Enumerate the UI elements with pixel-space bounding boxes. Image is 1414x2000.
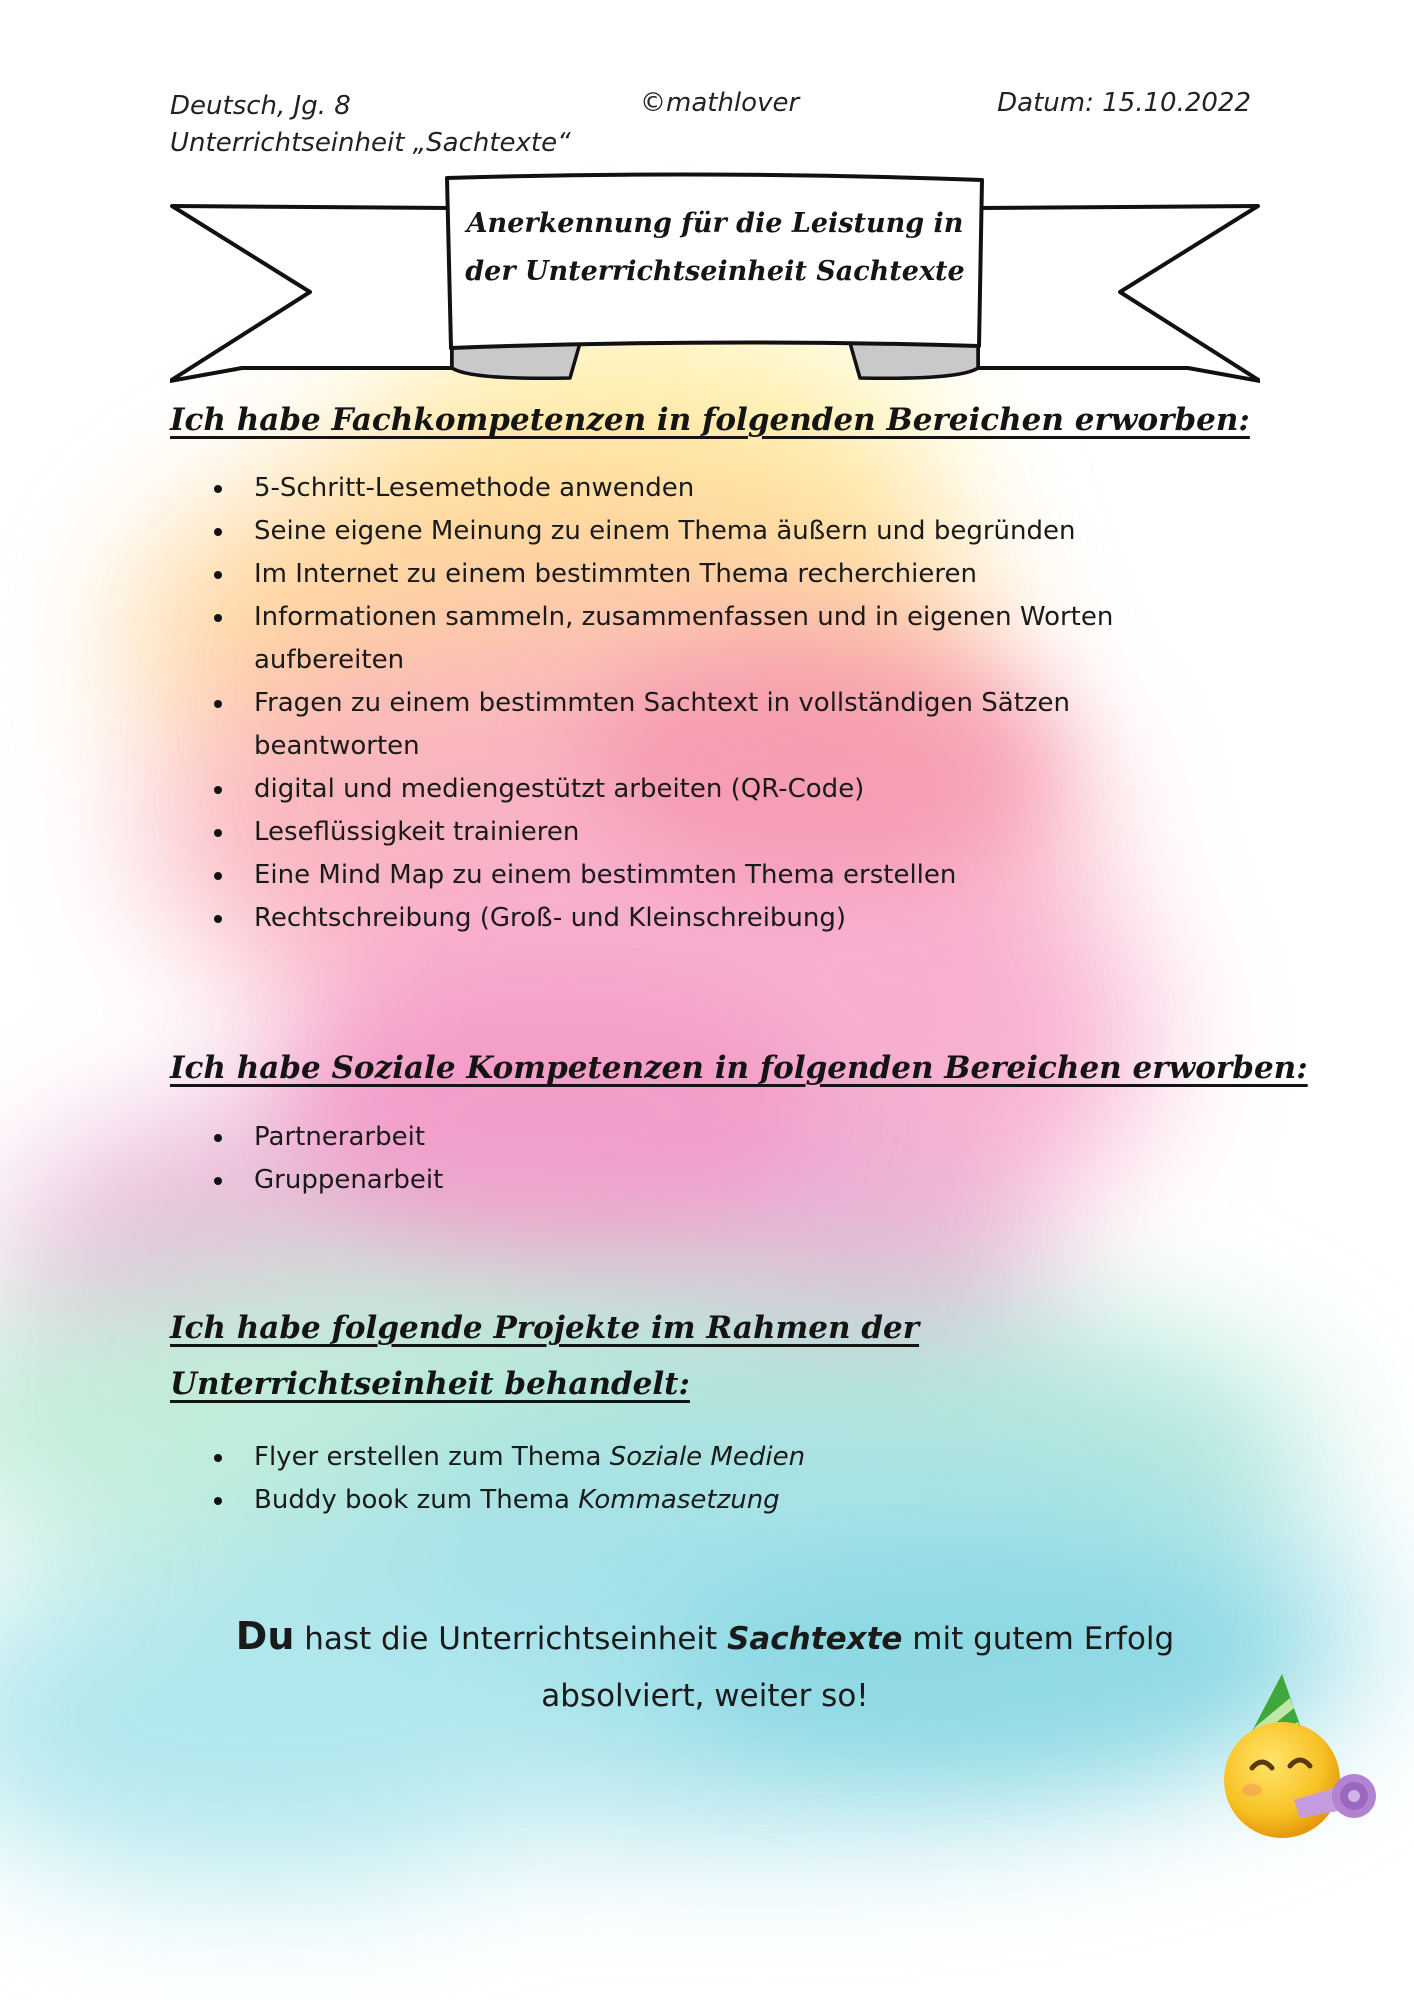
section-heading-soziale-kompetenzen: Ich habe Soziale Kompetenzen in folgenden Bereichen erworben: bbox=[170, 1050, 1308, 1086]
soziale-kompetenzen-list bbox=[170, 1116, 1130, 1202]
project-text: Flyer erstellen zum Thema bbox=[254, 1442, 610, 1472]
closing-du: Du bbox=[235, 1614, 295, 1658]
list-item bbox=[170, 1436, 1130, 1479]
list-item: Seine eigene Meinung zu einem Thema äußern und begründen bbox=[170, 510, 1130, 553]
closing-highlight: Sachtexte bbox=[727, 1621, 903, 1657]
project-topic: Soziale Medien bbox=[609, 1442, 806, 1472]
header-left bbox=[170, 88, 571, 162]
closing-line-1 bbox=[200, 1608, 1210, 1668]
banner-title bbox=[450, 200, 980, 296]
list-item: Gruppenarbeit bbox=[170, 1159, 1130, 1202]
fachkompetenzen-list bbox=[170, 467, 1130, 940]
list-item: Im Internet zu einem bestimmten Thema recherchieren bbox=[170, 553, 1130, 596]
subject-label: Deutsch, Jg. 8 bbox=[170, 91, 351, 121]
list-item: digital und mediengestützt arbeiten (QR-Code) bbox=[170, 768, 1130, 811]
closing-line-2: absolviert, weiter so! bbox=[541, 1678, 869, 1714]
party-face-icon bbox=[1208, 1672, 1388, 1852]
list-item: Leseflüssigkeit trainieren bbox=[170, 811, 1130, 854]
projekte-list bbox=[170, 1436, 1130, 1522]
list-item: Partnerarbeit bbox=[170, 1116, 1130, 1159]
project-topic: Kommasetzung bbox=[578, 1485, 780, 1515]
section-heading-projekte: Ich habe folgende Projekte im Rahmen der Unterrichtseinheit behandelt: bbox=[170, 1310, 920, 1402]
banner-title-line-1: Anerkennung für die Leistung in bbox=[466, 208, 964, 239]
author-label: ©mathlover bbox=[640, 88, 800, 118]
list-item: 5-Schritt-Lesemethode anwenden bbox=[170, 467, 1130, 510]
list-item: Eine Mind Map zu einem bestimmten Thema erstellen bbox=[170, 854, 1130, 897]
date-label: Datum: 15.10.2022 bbox=[997, 88, 1251, 118]
section-heading-fachkompetenzen: Ich habe Fachkompetenzen in folgenden Bereichen erworben: bbox=[170, 402, 1250, 438]
list-item: Informationen sammeln, zusammenfassen und in eigenen Worten aufbereiten bbox=[170, 596, 1130, 682]
unit-label: Unterrichtseinheit „Sachtexte“ bbox=[170, 128, 571, 158]
closing-message bbox=[200, 1608, 1210, 1725]
project-text: Buddy book zum Thema bbox=[254, 1485, 579, 1515]
banner-title-line-2: der Unterrichtseinheit Sachtexte bbox=[465, 256, 965, 287]
list-item: Rechtschreibung (Groß- und Kleinschreibung) bbox=[170, 897, 1130, 940]
closing-part-2: mit gutem Erfolg bbox=[902, 1621, 1175, 1657]
closing-part-1: hast die Unterrichtseinheit bbox=[294, 1621, 728, 1657]
list-item bbox=[170, 1479, 1130, 1522]
list-item: Fragen zu einem bestimmten Sachtext in vollständigen Sätzen beantworten bbox=[170, 682, 1130, 768]
